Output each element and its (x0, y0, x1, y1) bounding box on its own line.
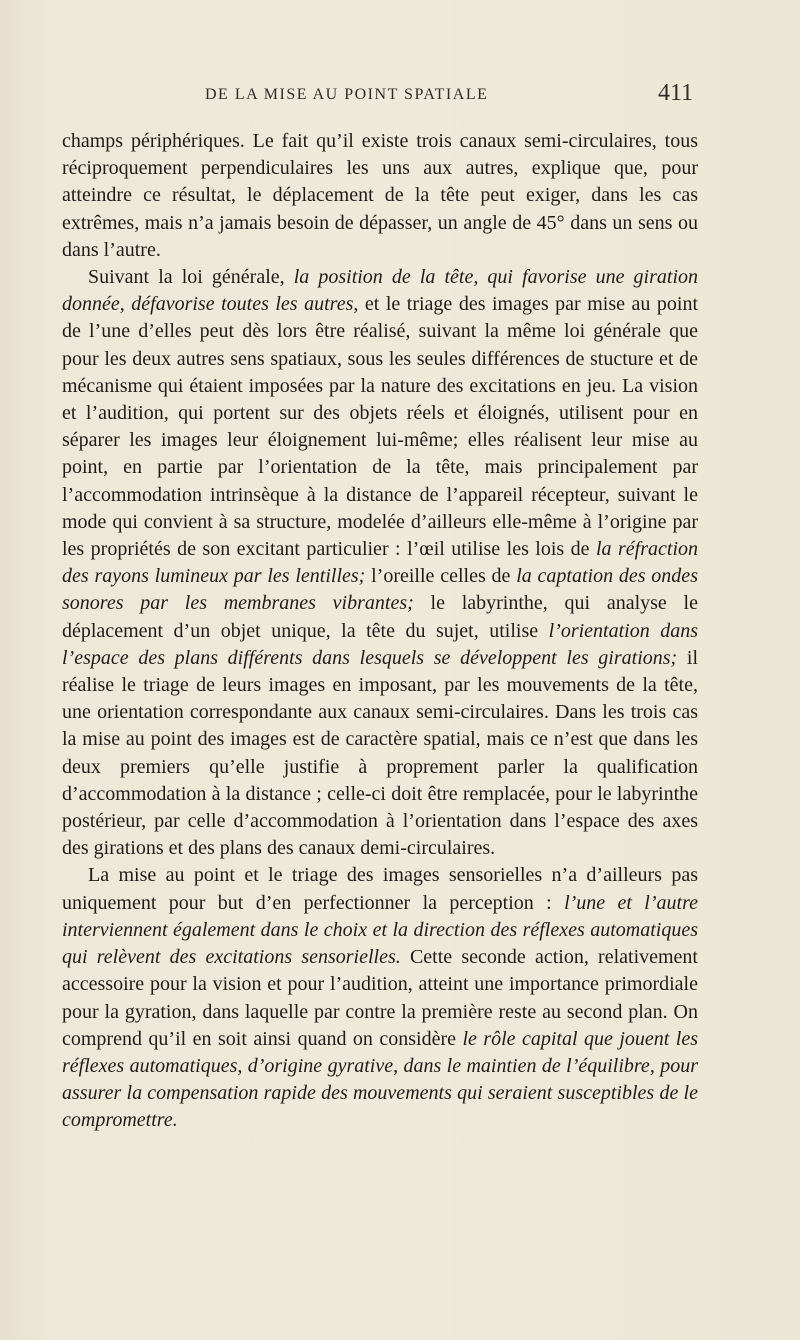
text-segment: La mise au point et le triage des images sensorielles n’a d’ailleurs pas uniquement pour but d’en perfectionner la perception : (62, 864, 698, 914)
text-segment: Suivant la loi générale, (88, 266, 294, 289)
text-segment: champs périphériques. Le fait qu’il existe trois canaux semi-circulaires, tous réciproquement perpendiculaires les uns aux autres, explique que, pour atteindre ce résultat, le déplacement de la tête peut exiger, dans les cas extrêmes, mais n’a jamais besoin de dépasser, un angle de 45° dans un sens ou dans l’autre. (62, 130, 698, 261)
paragraph-3 (62, 862, 698, 1134)
italic-segment: l’orientation dans l’espace des plans différents dans lesquels se développent les girations; (62, 619, 698, 669)
italic-segment: la position de la tête, qui favorise une giration donnée, défavorise toutes les autres, (62, 266, 698, 316)
text-segment: Cette seconde action, relativement accessoire pour la vision et pour l’audition, atteint une importance primordiale pour la gyration, dans laquelle par contre la première reste au second plan. On comprend qu’il en soit ainsi quand on considère (62, 946, 698, 1050)
italic-segment: la réfraction des rayons lumineux par les lentilles; (62, 538, 699, 588)
italic-segment: le rôle capital que jouent les réflexes automatiques, d’origine gyrative, dans le maintien de l’équilibre, pour assurer la compensation rapide des mouvements qui seraient susceptibles de le compromettre. (62, 1027, 698, 1132)
text-segment: il réalise le triage de leurs images en imposant, par les mouvements de la tête, une orientation correspondante aux canaux semi-circulaires. Dans les trois cas la mise au point des images est de caractère spatial, mais ce n’est que dans les deux premiers qu’elle justifie à proprement parler la qualification d’accommodation à la distance ; celle-ci doit être remplacée, pour le labyrinthe postérieur, par celle d’accommodation à l’orientation dans l’espace des axes des girations et des plans des canaux demi-circulaires. (62, 646, 698, 860)
paragraph-2 (62, 264, 698, 862)
page-number: 411 (658, 80, 694, 106)
text-segment: et le triage des images par mise au point de l’une d’elles peut dès lors être réalisé, suivant la même loi générale que pour les deux autres sens spatiaux, sous les seules différences de stucture et de mécanisme qui étaient imposées par la nature des excitations en jeu. La vision et l’audition, qui portent sur des objets réels et éloignés, utilisent pour en séparer les images leur éloignement lui-même; elles réalisent leur mise au point, en partie par l’orientation de la tête, mais principalement par l’accommodation intrinsèque à la distance de l’appareil récepteur, suivant le mode qui convient à sa structure, modelée d’ailleurs elle-même à l’origine par les propriétés de son excitant particulier : l’œil utilise les lois de (62, 293, 698, 561)
body-text (62, 128, 698, 1135)
running-head: DE LA MISE AU POINT SPATIALE (205, 86, 489, 103)
italic-segment: l’une et l’autre interviennent également dans le choix et la direction des réflexes automatiques qui relèvent des excitations sensorielles. (62, 891, 698, 969)
text-segment: l’oreille celles de (365, 565, 517, 588)
text-segment: le labyrinthe, qui analyse le déplacement d’un objet unique, la tête du sujet, utilise (62, 592, 698, 642)
paragraph-1 (62, 128, 698, 264)
italic-segment: la captation des ondes sonores par les membranes vibrantes; (62, 565, 698, 615)
